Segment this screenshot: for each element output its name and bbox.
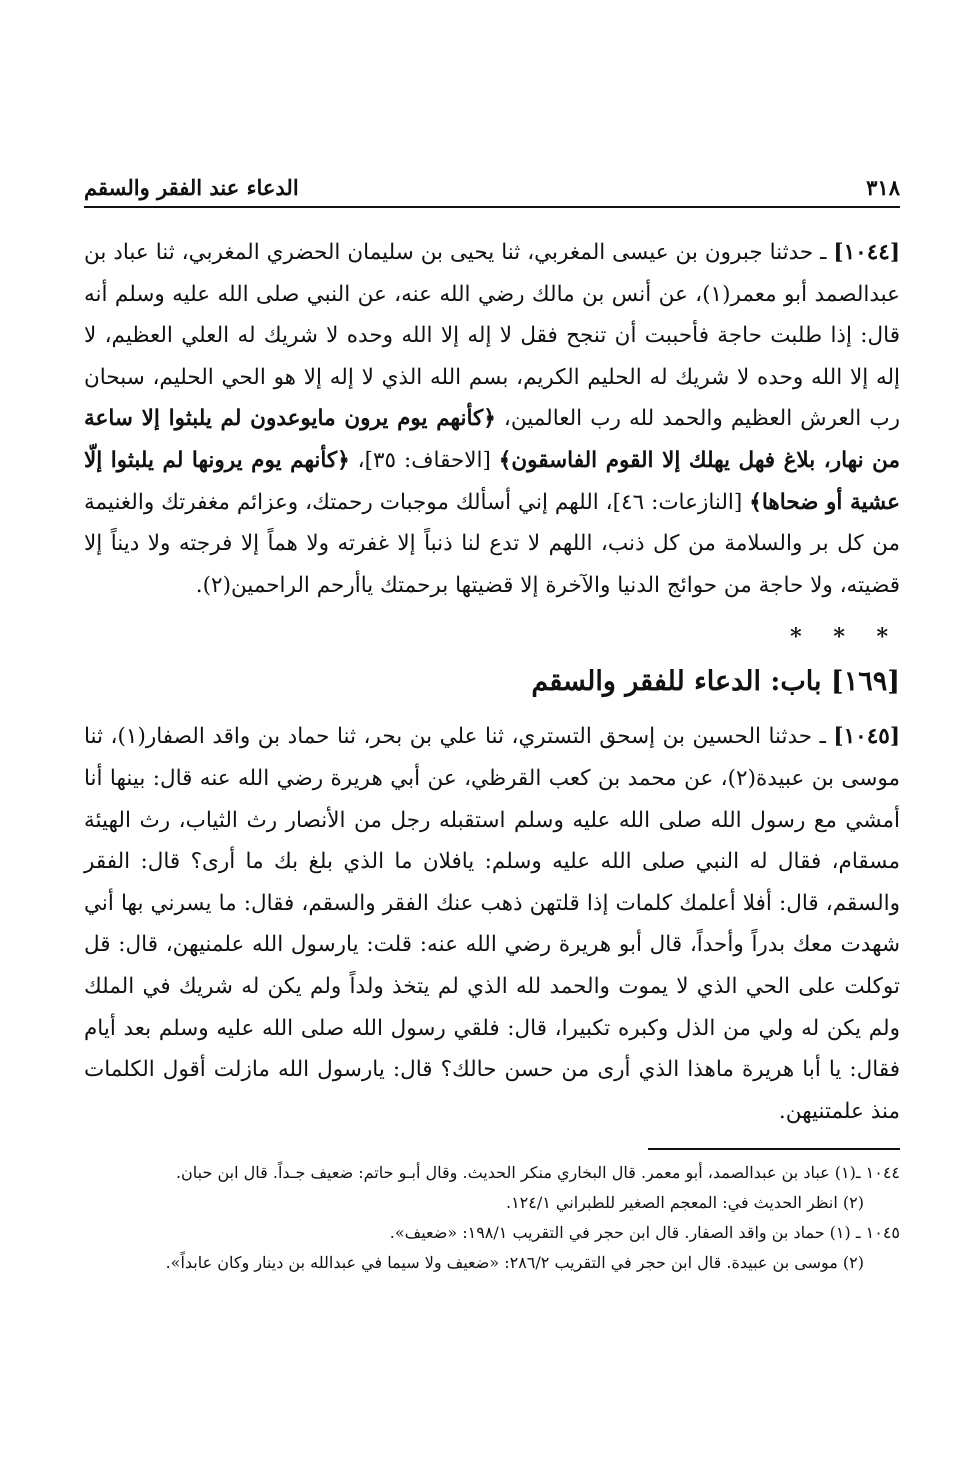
hadith-1044 xyxy=(84,232,900,606)
footnote: (٢) انظر الحديث في: المعجم الصغير للطبراني ١٢٤/١. xyxy=(505,1193,864,1212)
main-text xyxy=(84,232,900,1132)
hadith-1045 xyxy=(84,716,900,1132)
running-title: الدعاء عند الفقر والسقم xyxy=(84,175,299,200)
page-number: ٣١٨ xyxy=(866,175,900,200)
chapter-heading: [١٦٩] باب: الدعاء للفقر والسقم xyxy=(531,666,900,698)
hadith-text: [النازعات: ٤٦]، اللهم إني أسألك موجبات رحمتك، وعزائم مغفرتك والغنيمة من كل بر والسلامة من كل ذنب، اللهم لا تدع لنا ذنباً إلا غفرته ولا هماً إلا فرجته ولا ديناً إلا قضيته، ولا حاجة من حوائج الدنيا والآخرة إلا قضيتها برحمتك ياأرحم الراحمين(٢). xyxy=(84,489,900,598)
footnote: (٢) موسى بن عبيدة. قال ابن حجر في التقريب ٢٨٦/٢: «ضعيف ولا سيما في عبدالله بن دينار وكان عابداً». xyxy=(165,1253,864,1272)
section-separator: * * * xyxy=(790,624,900,651)
footnote: ١٠٤٥ ـ (١) حماد بن واقد الصفار. قال ابن حجر في التقريب ١٩٨/١: «ضعيف». xyxy=(389,1223,900,1242)
footnote-divider xyxy=(648,1148,900,1150)
quran-reference: [الاحقاف: ٣٥]، xyxy=(349,447,499,473)
footnotes xyxy=(84,1148,900,1278)
running-head xyxy=(84,158,900,208)
quran-quote: ﴿كأنهم يوم يرون مايوعدون لم يلبثوا إلا ساعة من نهار، بلاغ فهل يهلك إلا القوم الفاسقون﴾ xyxy=(84,406,901,473)
quran-quote: ﴿كأنهم يوم يرونها لم يلبثوا إلّا عشية أو ضحاها﴾ xyxy=(84,447,900,515)
hadith-text: ـ حدثنا الحسين بن إسحق التستري، ثنا علي بن بحر، ثنا حماد بن واقد الصفار(١)، ثنا موسى بن عبيدة(٢)، عن محمد بن كعب القرظي، عن أبي هريرة رضي الله عنه قال: بينها أنا أمشي مع رسول الله صلى الله عليه وسلم استقبله رجل من الأنصار رث الثياب، رث الهيئة مسقام، فقال له النبي صلى الله عليه وسلم: يافلان ما الذي بلغ بك ما أرى؟ قال: الفقر والسقم، قال: أفلا أعلمك كلمات إذا قلتهن ذهب عنك الفقر والسقم، فقال: ما يسرني بها أني شهدت معك بدراً وأحداً، قال أبو هريرة رضي الله عنه: قلت: يارسول الله علمنيهن، قال: قل توكلت على الحي الذي لا يموت والحمد لله الذي لم يتخذ ولداً ولم يكن له شريك في الملك ولم يكن له ولي من الذل وكبره تكبيرا، قال: فلقي رسول الله صلى الله عليه وسلم بعد أيام فقال: يا أبا هريرة ماهذا الذي أرى من حسن حالك؟ قال: يارسول الله مازلت أقول الكلمات منذ علمتنيهن. xyxy=(84,724,900,1124)
hadith-number: [١٠٤٥] xyxy=(833,724,900,750)
hadith-number: [١٠٤٤] xyxy=(833,240,900,265)
footnote: ١٠٤٤ ـ(١) عباد بن عبدالصمد، أبو معمر. قال البخاري منكر الحديث. وقال أبـو حاتم: ضعيف جـداً. قال ابن حبان. xyxy=(175,1163,900,1182)
hadith-text: ـ حدثنا جبرون بن عيسى المغربي، ثنا يحيى بن سليمان الحضري المغربي، ثنا عباد بن عبدالصمد أبو معمر(١)، عن أنس بن مالك رضي الله عنه، عن النبي صلى الله عليه وسلم أنه قال: إذا طلبت حاجة فأحببت أن تنجح فقل لا إله إلا الله وحده لا شريك له العلي العظيم، لا إله إلا الله وحده لا شريك له الحليم الكريم، بسم الله الذي لا إله إلا هو الحي الحليم، سبحان رب العرش العظيم والحمد لله رب العالمين، xyxy=(84,240,900,432)
